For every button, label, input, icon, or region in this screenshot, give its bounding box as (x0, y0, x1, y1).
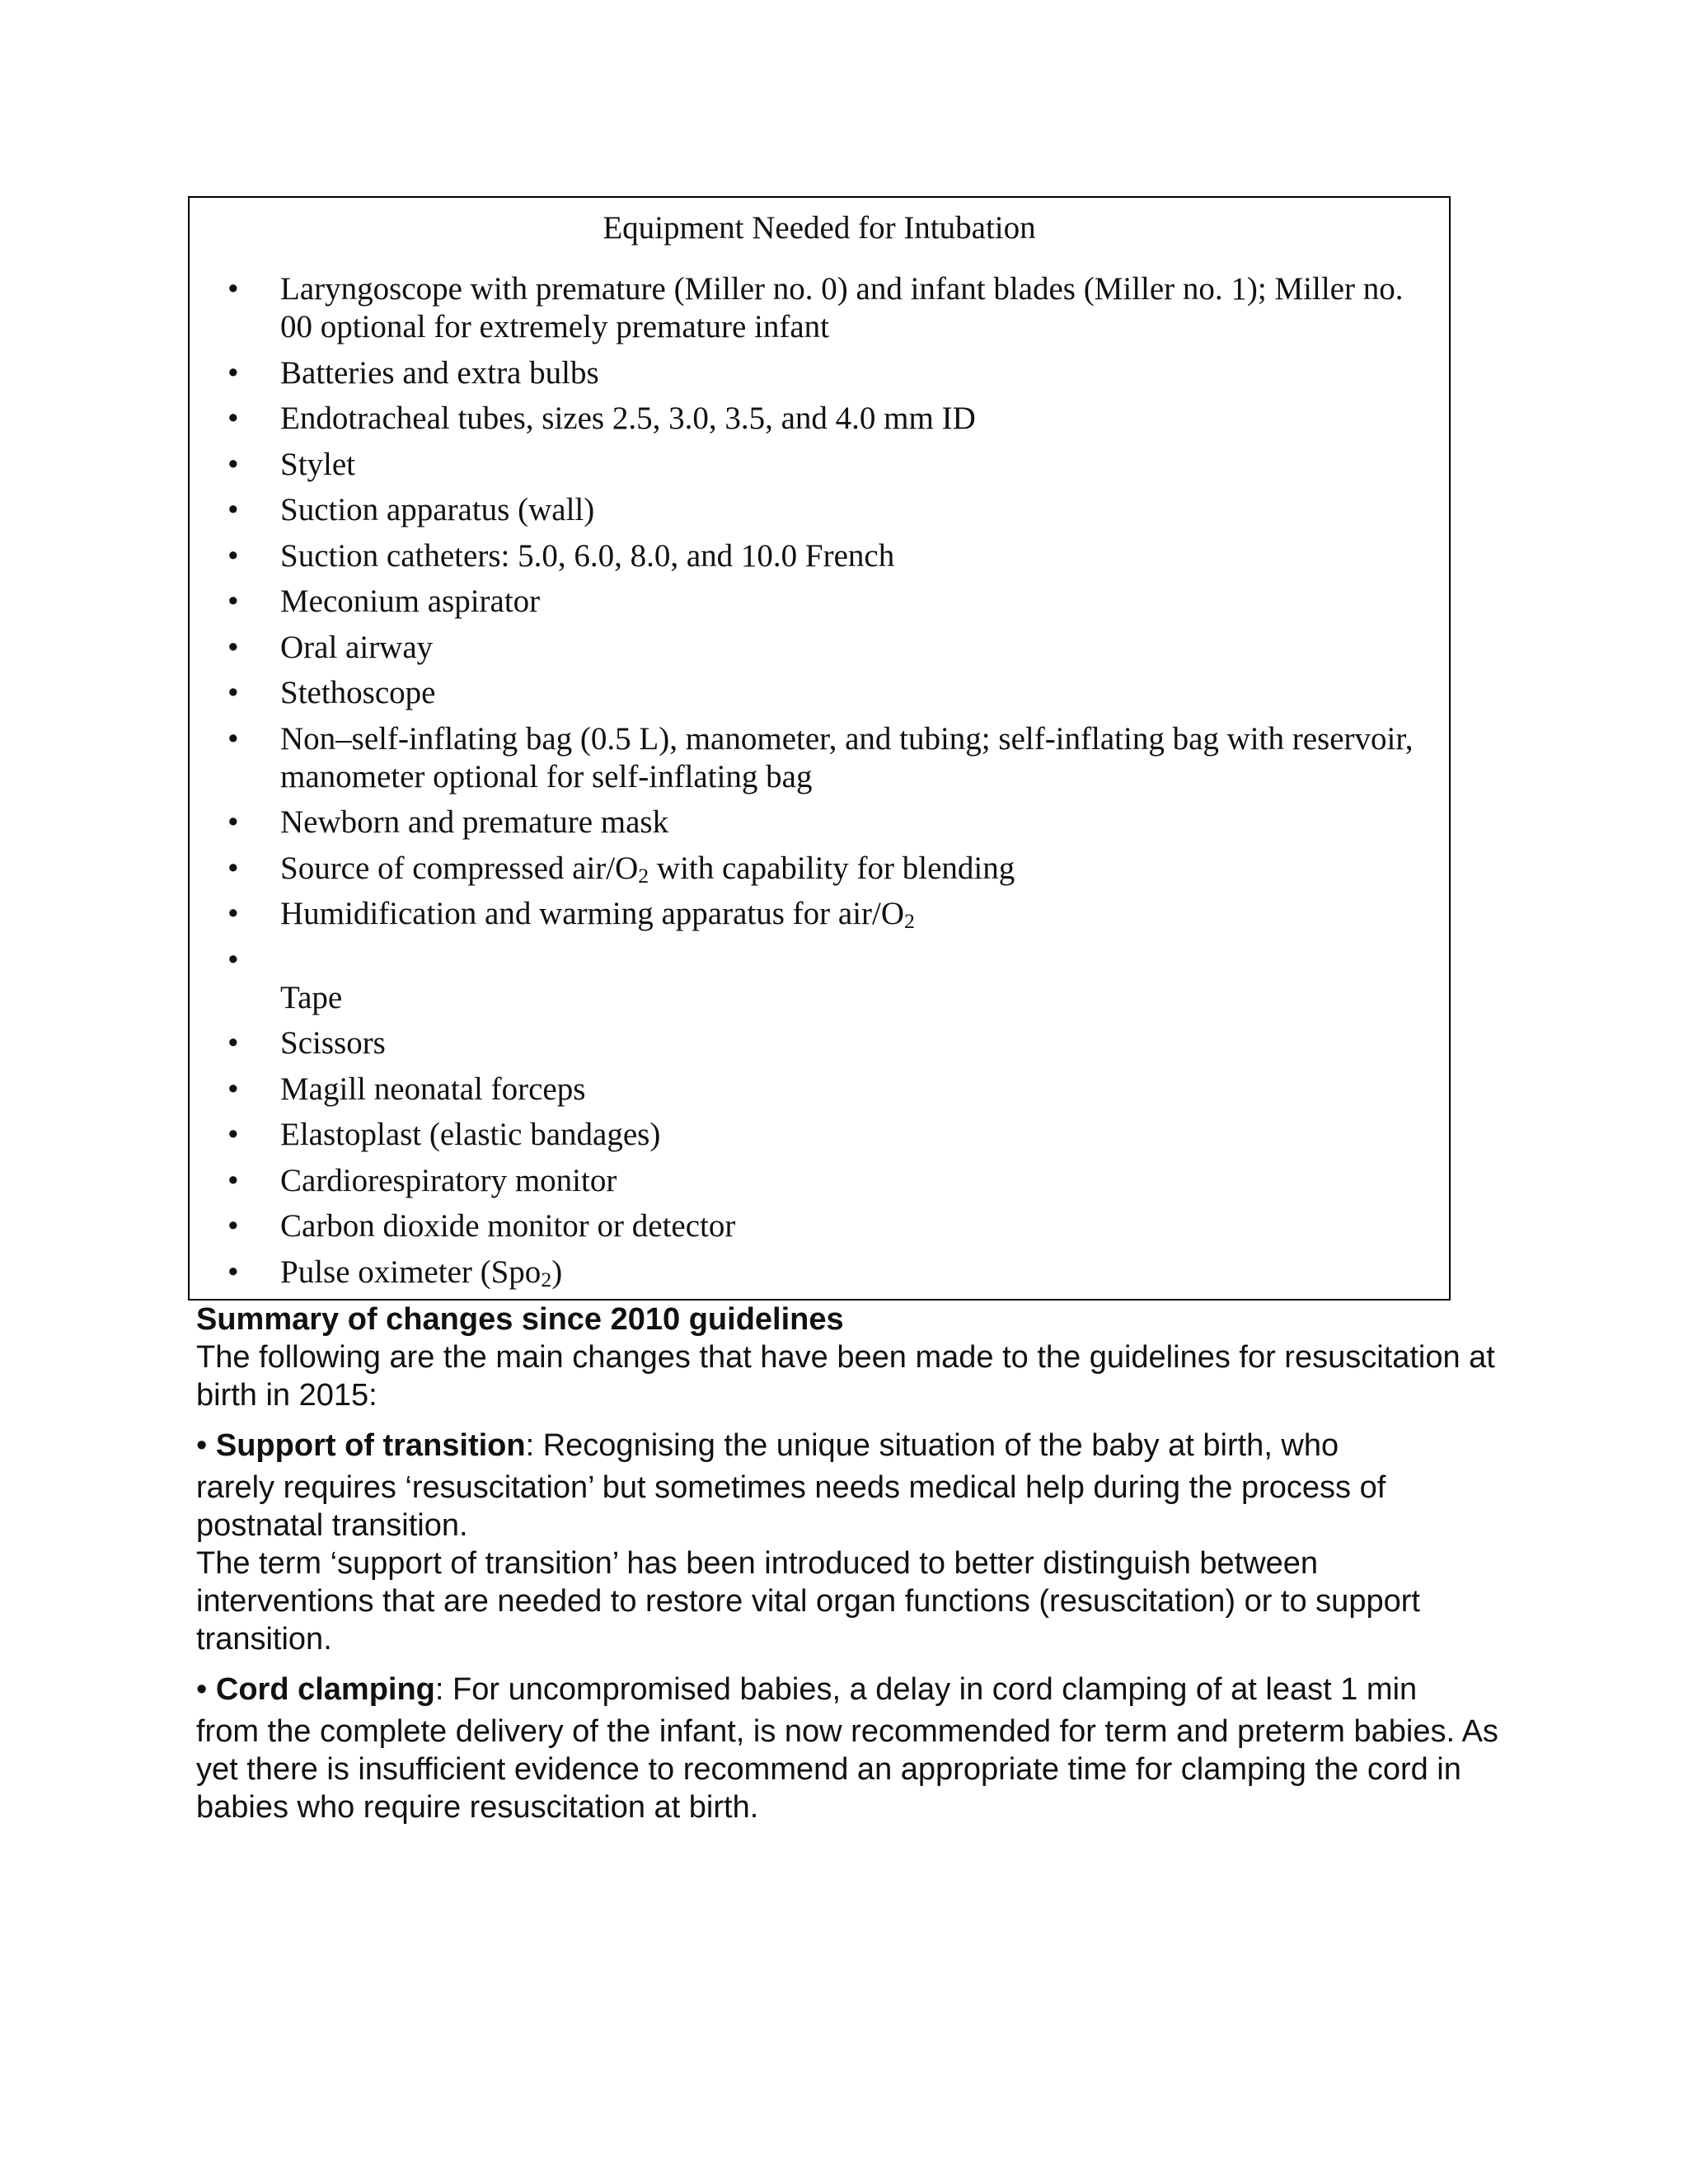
support-of-transition-paragraph: • Support of transition: Recognising the unique situation of the baby at birth, who rarely requires ‘resuscitation’ but sometimes needs medical help during the process of postnatal transition. The term ‘support of transition’ has been introduced to better distinguish between interventions that are needed to restore vital organ functions (resuscitation) or to support transition. (196, 1428, 1420, 1657)
list-item: • Scissors (190, 1024, 1449, 1062)
list-item: • Laryngoscope with premature (Miller no. 0) and infant blades (Miller no. 1); Miller no. 00 optional for extremely premature infant (190, 270, 1449, 346)
list-item: • Non–self-inflating bag (0.5 L), manometer, and tubing; self-inflating bag with reservoir, manometer optional for self-inflating bag (190, 720, 1449, 796)
list-item: • Tape (190, 941, 1449, 1017)
list-item: • Oral airway (190, 629, 1449, 667)
equipment-list (190, 270, 1449, 1299)
bullet-symbol: • (196, 1428, 208, 1463)
list-item: • Newborn and premature mask (190, 804, 1449, 841)
bullet-symbol: • (196, 1672, 208, 1707)
equipment-box (188, 196, 1451, 1301)
summary-section (196, 1301, 1498, 1826)
list-item: • Stethoscope (190, 674, 1449, 712)
list-item: • Magill neonatal forceps (190, 1071, 1449, 1108)
list-item: • Elastoplast (elastic bandages) (190, 1116, 1449, 1154)
summary-intro: The following are the main changes that have been made to the guidelines for resuscitation at birth in 2015: (196, 1340, 1495, 1413)
term-support-of-transition: Support of transition (215, 1428, 526, 1463)
cord-clamping-paragraph: • Cord clamping: For uncompromised babies, a delay in cord clamping of at least 1 min from the complete delivery of the infant, is now recommended for term and preterm babies. As yet there is insufficient evidence to recommend an appropriate time for clamping the cord in babies who require resuscitation at birth. (196, 1672, 1498, 1825)
list-item: • Batteries and extra bulbs (190, 354, 1449, 392)
list-item: • Endotracheal tubes, sizes 2.5, 3.0, 3.5, and 4.0 mm ID (190, 400, 1449, 438)
list-item: • Humidification and warming apparatus for air/$O_2$ (190, 895, 1449, 933)
term-cord-clamping: Cord clamping (215, 1672, 435, 1707)
list-item: • Carbon dioxide monitor or detector (190, 1207, 1449, 1245)
list-item: • Source of compressed air/$O_2$ with capability for blending (190, 850, 1449, 888)
list-item: • Suction apparatus (wall) (190, 491, 1449, 529)
list-item: • Stylet (190, 446, 1449, 484)
list-item: • Suction catheters: 5.0, 6.0, 8.0, and 10.0 French (190, 537, 1449, 575)
list-item: • Meconium aspirator (190, 583, 1449, 621)
summary-heading: Summary of changes since 2010 guidelines (196, 1302, 844, 1337)
list-item: • Pulse oximeter (Spo$_2$) (190, 1254, 1449, 1291)
list-item: • Cardiorespiratory monitor (190, 1162, 1449, 1200)
equipment-title: Equipment Needed for Intubation (603, 210, 1036, 246)
